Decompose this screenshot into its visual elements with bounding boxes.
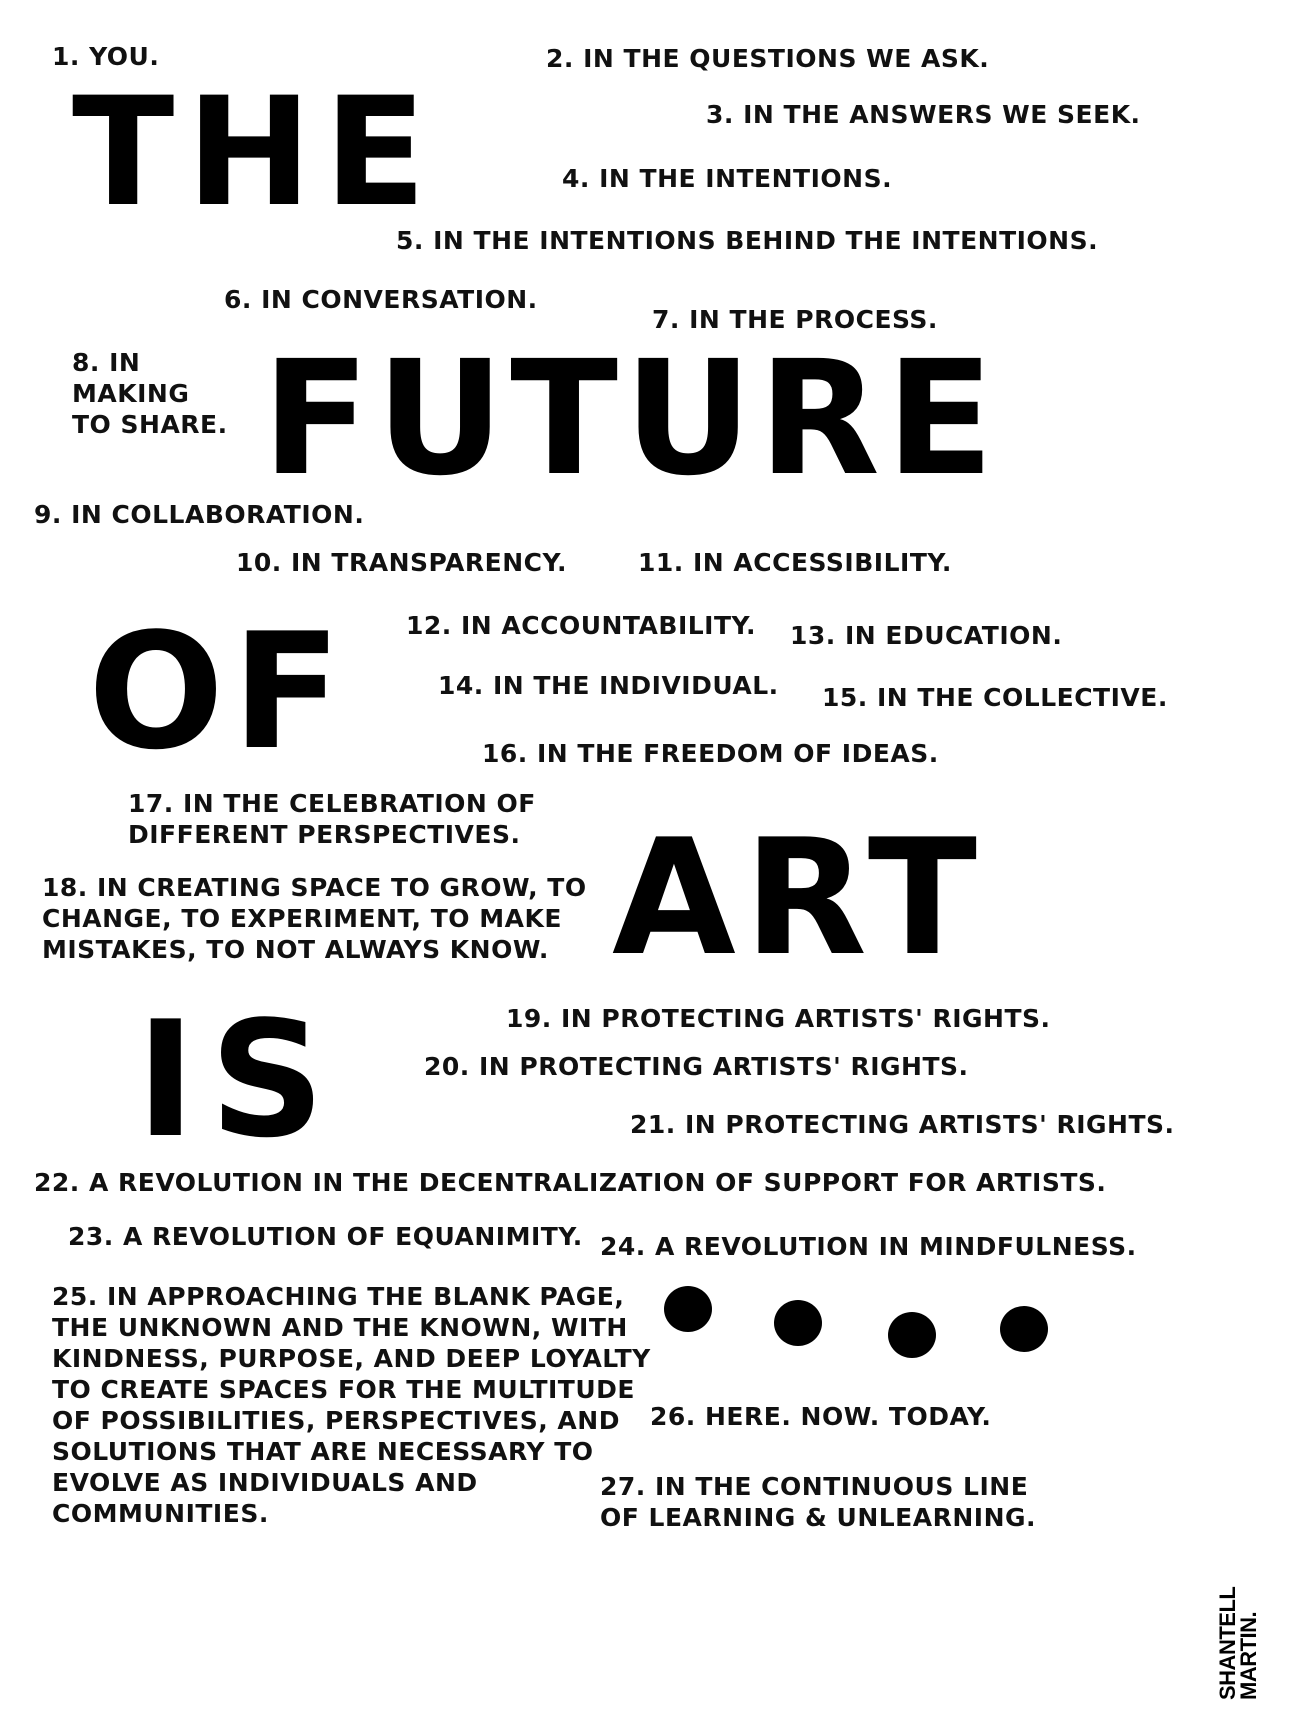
item-15: 15. IN THE COLLECTIVE. xyxy=(822,683,1168,712)
item-23: 23. A REVOLUTION OF EQUANIMITY. xyxy=(68,1222,583,1251)
item-27-line-2: OF LEARNING & UNLEARNING. xyxy=(600,1503,1037,1532)
item-2: 2. IN THE QUESTIONS WE ASK. xyxy=(546,44,990,73)
item-18-line-3: MISTAKES, TO NOT ALWAYS KNOW. xyxy=(42,935,549,964)
item-1: 1. YOU. xyxy=(52,42,160,71)
item-11: 11. IN ACCESSIBILITY. xyxy=(638,548,952,577)
headline-of: OF xyxy=(88,598,350,785)
item-27-line-1: 27. IN THE CONTINUOUS LINE xyxy=(600,1472,1029,1501)
item-25 xyxy=(52,1281,651,1529)
item-25-line-8: COMMUNITIES. xyxy=(52,1499,269,1528)
headline-art: ART xyxy=(612,804,985,991)
item-5: 5. IN THE INTENTIONS BEHIND THE INTENTIONS. xyxy=(396,226,1099,255)
artist-signature xyxy=(1215,1586,1261,1700)
item-17 xyxy=(128,788,536,850)
item-4: 4. IN THE INTENTIONS. xyxy=(562,164,893,193)
item-25-line-7: EVOLVE AS INDIVIDUALS AND xyxy=(52,1468,478,1497)
item-24: 24. A REVOLUTION IN MINDFULNESS. xyxy=(600,1232,1137,1261)
item-18-line-2: CHANGE, TO EXPERIMENT, TO MAKE xyxy=(42,904,562,933)
item-3: 3. IN THE ANSWERS WE SEEK. xyxy=(706,100,1141,129)
item-25-line-4: TO CREATE SPACES FOR THE MULTITUDE xyxy=(52,1375,635,1404)
item-10: 10. IN TRANSPARENCY. xyxy=(236,548,567,577)
item-25-line-5: OF POSSIBILITIES, PERSPECTIVES, AND xyxy=(52,1406,620,1435)
item-20: 20. IN PROTECTING ARTISTS' RIGHTS. xyxy=(424,1052,969,1081)
item-6: 6. IN CONVERSATION. xyxy=(224,285,538,314)
item-25-line-3: KINDNESS, PURPOSE, AND DEEP LOYALTY xyxy=(52,1344,651,1373)
item-8-line-1: 8. IN xyxy=(72,348,141,377)
item-27 xyxy=(600,1471,1036,1533)
item-19: 19. IN PROTECTING ARTISTS' RIGHTS. xyxy=(506,1004,1051,1033)
headline-the: THE xyxy=(72,66,439,240)
item-25-line-1: 25. IN APPROACHING THE BLANK PAGE, xyxy=(52,1282,625,1311)
ellipsis-dot xyxy=(1000,1306,1048,1352)
ellipsis-dot xyxy=(664,1286,712,1332)
item-25-line-2: THE UNKNOWN AND THE KNOWN, WITH xyxy=(52,1313,628,1342)
item-21: 21. IN PROTECTING ARTISTS' RIGHTS. xyxy=(630,1110,1175,1139)
item-16: 16. IN THE FREEDOM OF IDEAS. xyxy=(482,739,939,768)
headline-is: IS xyxy=(136,986,339,1173)
item-25-line-6: SOLUTIONS THAT ARE NECESSARY TO xyxy=(52,1437,594,1466)
item-17-line-1: 17. IN THE CELEBRATION OF xyxy=(128,789,536,818)
item-8-line-3: TO SHARE. xyxy=(72,410,228,439)
item-13: 13. IN EDUCATION. xyxy=(790,621,1063,650)
item-18-line-1: 18. IN CREATING SPACE TO GROW, TO xyxy=(42,873,587,902)
signature-line-1: SHANTELL xyxy=(1215,1586,1240,1700)
item-22: 22. A REVOLUTION IN THE DECENTRALIZATION OF SUPPORT FOR ARTISTS. xyxy=(34,1168,1107,1197)
item-17-line-2: DIFFERENT PERSPECTIVES. xyxy=(128,820,521,849)
item-26: 26. HERE. NOW. TODAY. xyxy=(650,1402,992,1431)
item-9: 9. IN COLLABORATION. xyxy=(34,500,365,529)
headline-future: FUTURE xyxy=(262,327,1000,511)
signature-line-2: MARTIN. xyxy=(1235,1611,1261,1700)
item-18 xyxy=(42,872,587,965)
item-12: 12. IN ACCOUNTABILITY. xyxy=(406,611,757,640)
item-8-line-2: MAKING xyxy=(72,379,190,408)
item-7: 7. IN THE PROCESS. xyxy=(652,305,938,334)
item-14: 14. IN THE INDIVIDUAL. xyxy=(438,671,779,700)
ellipsis-dot xyxy=(774,1300,822,1346)
item-8 xyxy=(72,347,228,440)
ellipsis-dot xyxy=(888,1312,936,1358)
